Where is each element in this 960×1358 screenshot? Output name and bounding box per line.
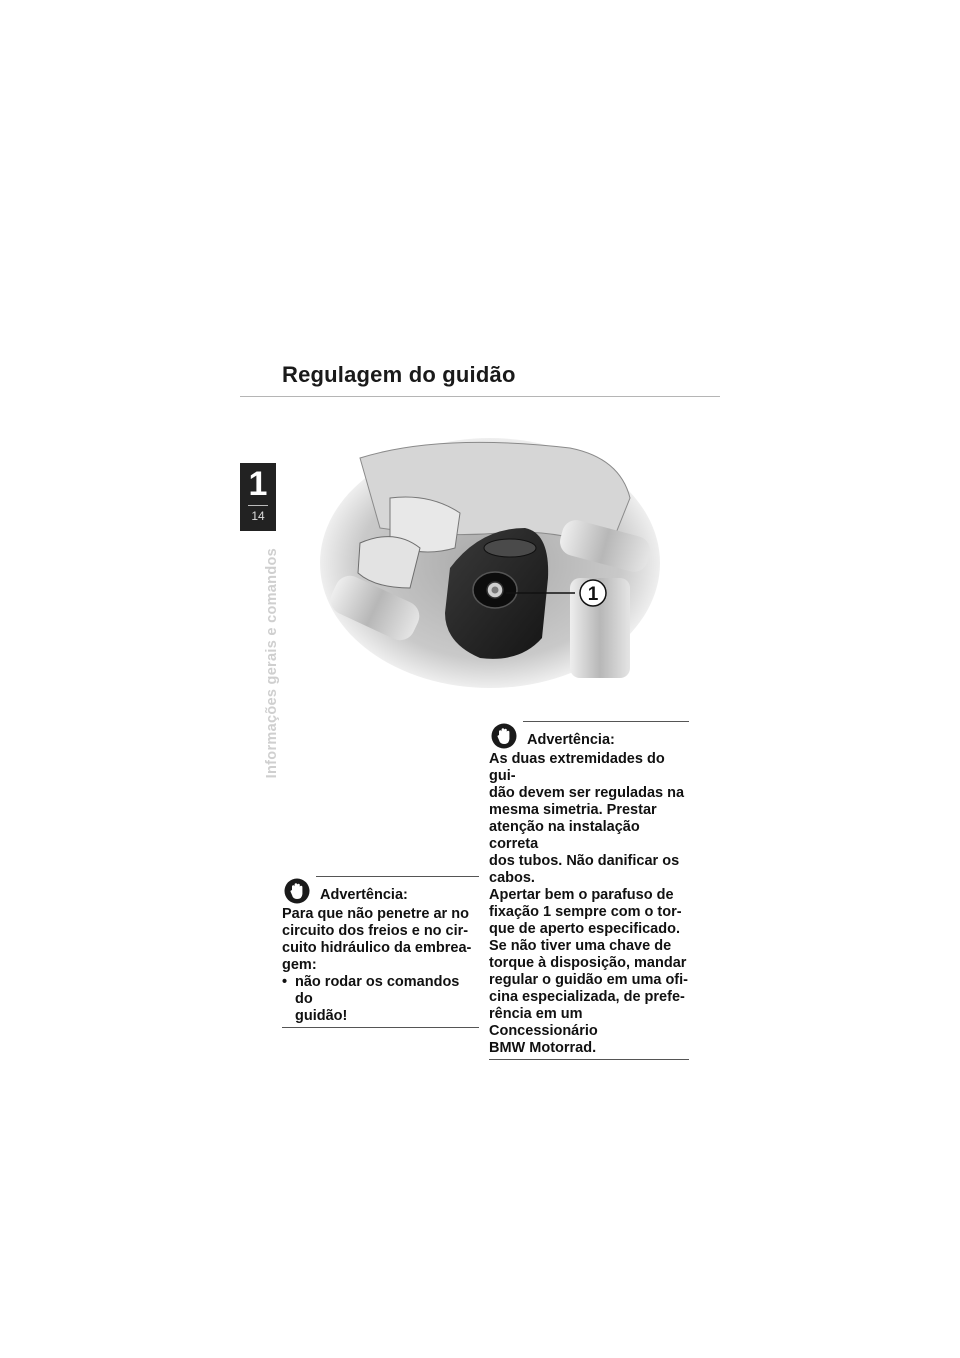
bullet-icon: •	[282, 974, 288, 990]
warning-bullet-text: não rodar os comandos do guidão!	[295, 974, 460, 1024]
warning-bottom-rule	[489, 1059, 689, 1060]
warning-body: As duas extremidades do gui- dão devem ser reguladas na mesma simetria. Prestar atenção na instalação correta dos tubos. Não danificar os cabos. Apertar bem o parafuso de fixação 1 sempre com o tor- que de aperto especificado. Se não tiver uma chave de torque à disposição, mandar regular o guidão em uma ofi- cina especializada, de prefe- rência em um Concessionário BMW Motorrad.	[489, 751, 688, 1056]
hand-stop-icon	[284, 878, 310, 904]
chapter-number: 1	[248, 465, 268, 503]
warning-label: Advertência:	[527, 732, 615, 748]
chapter-divider	[248, 505, 268, 506]
title-divider	[240, 396, 720, 397]
clamp-ring	[484, 539, 536, 557]
warning-block-brakes	[282, 876, 479, 1028]
warning-bottom-rule	[282, 1027, 479, 1028]
chapter-tab	[240, 463, 276, 531]
warning-header	[282, 876, 479, 906]
page-title: Regulagem do guidão	[282, 362, 516, 387]
warning-bullet	[282, 974, 479, 1025]
fixing-bolt-head	[492, 587, 499, 594]
warning-body: Para que não penetre ar no circuito dos freios e no cir- cuito hidráulico da embrea- gem:	[282, 906, 472, 973]
warning-header	[489, 721, 689, 751]
warning-block-handlebar	[489, 721, 689, 1060]
hand-stop-icon	[491, 723, 517, 749]
callout-label: 1	[587, 584, 599, 605]
warning-label: Advertência:	[320, 887, 408, 903]
section-side-label: Informações gerais e comandos	[264, 548, 280, 779]
handlebar-photo	[320, 438, 660, 688]
warning-top-rule	[523, 721, 689, 722]
page-number: 14	[251, 509, 265, 523]
warning-top-rule	[316, 876, 479, 877]
